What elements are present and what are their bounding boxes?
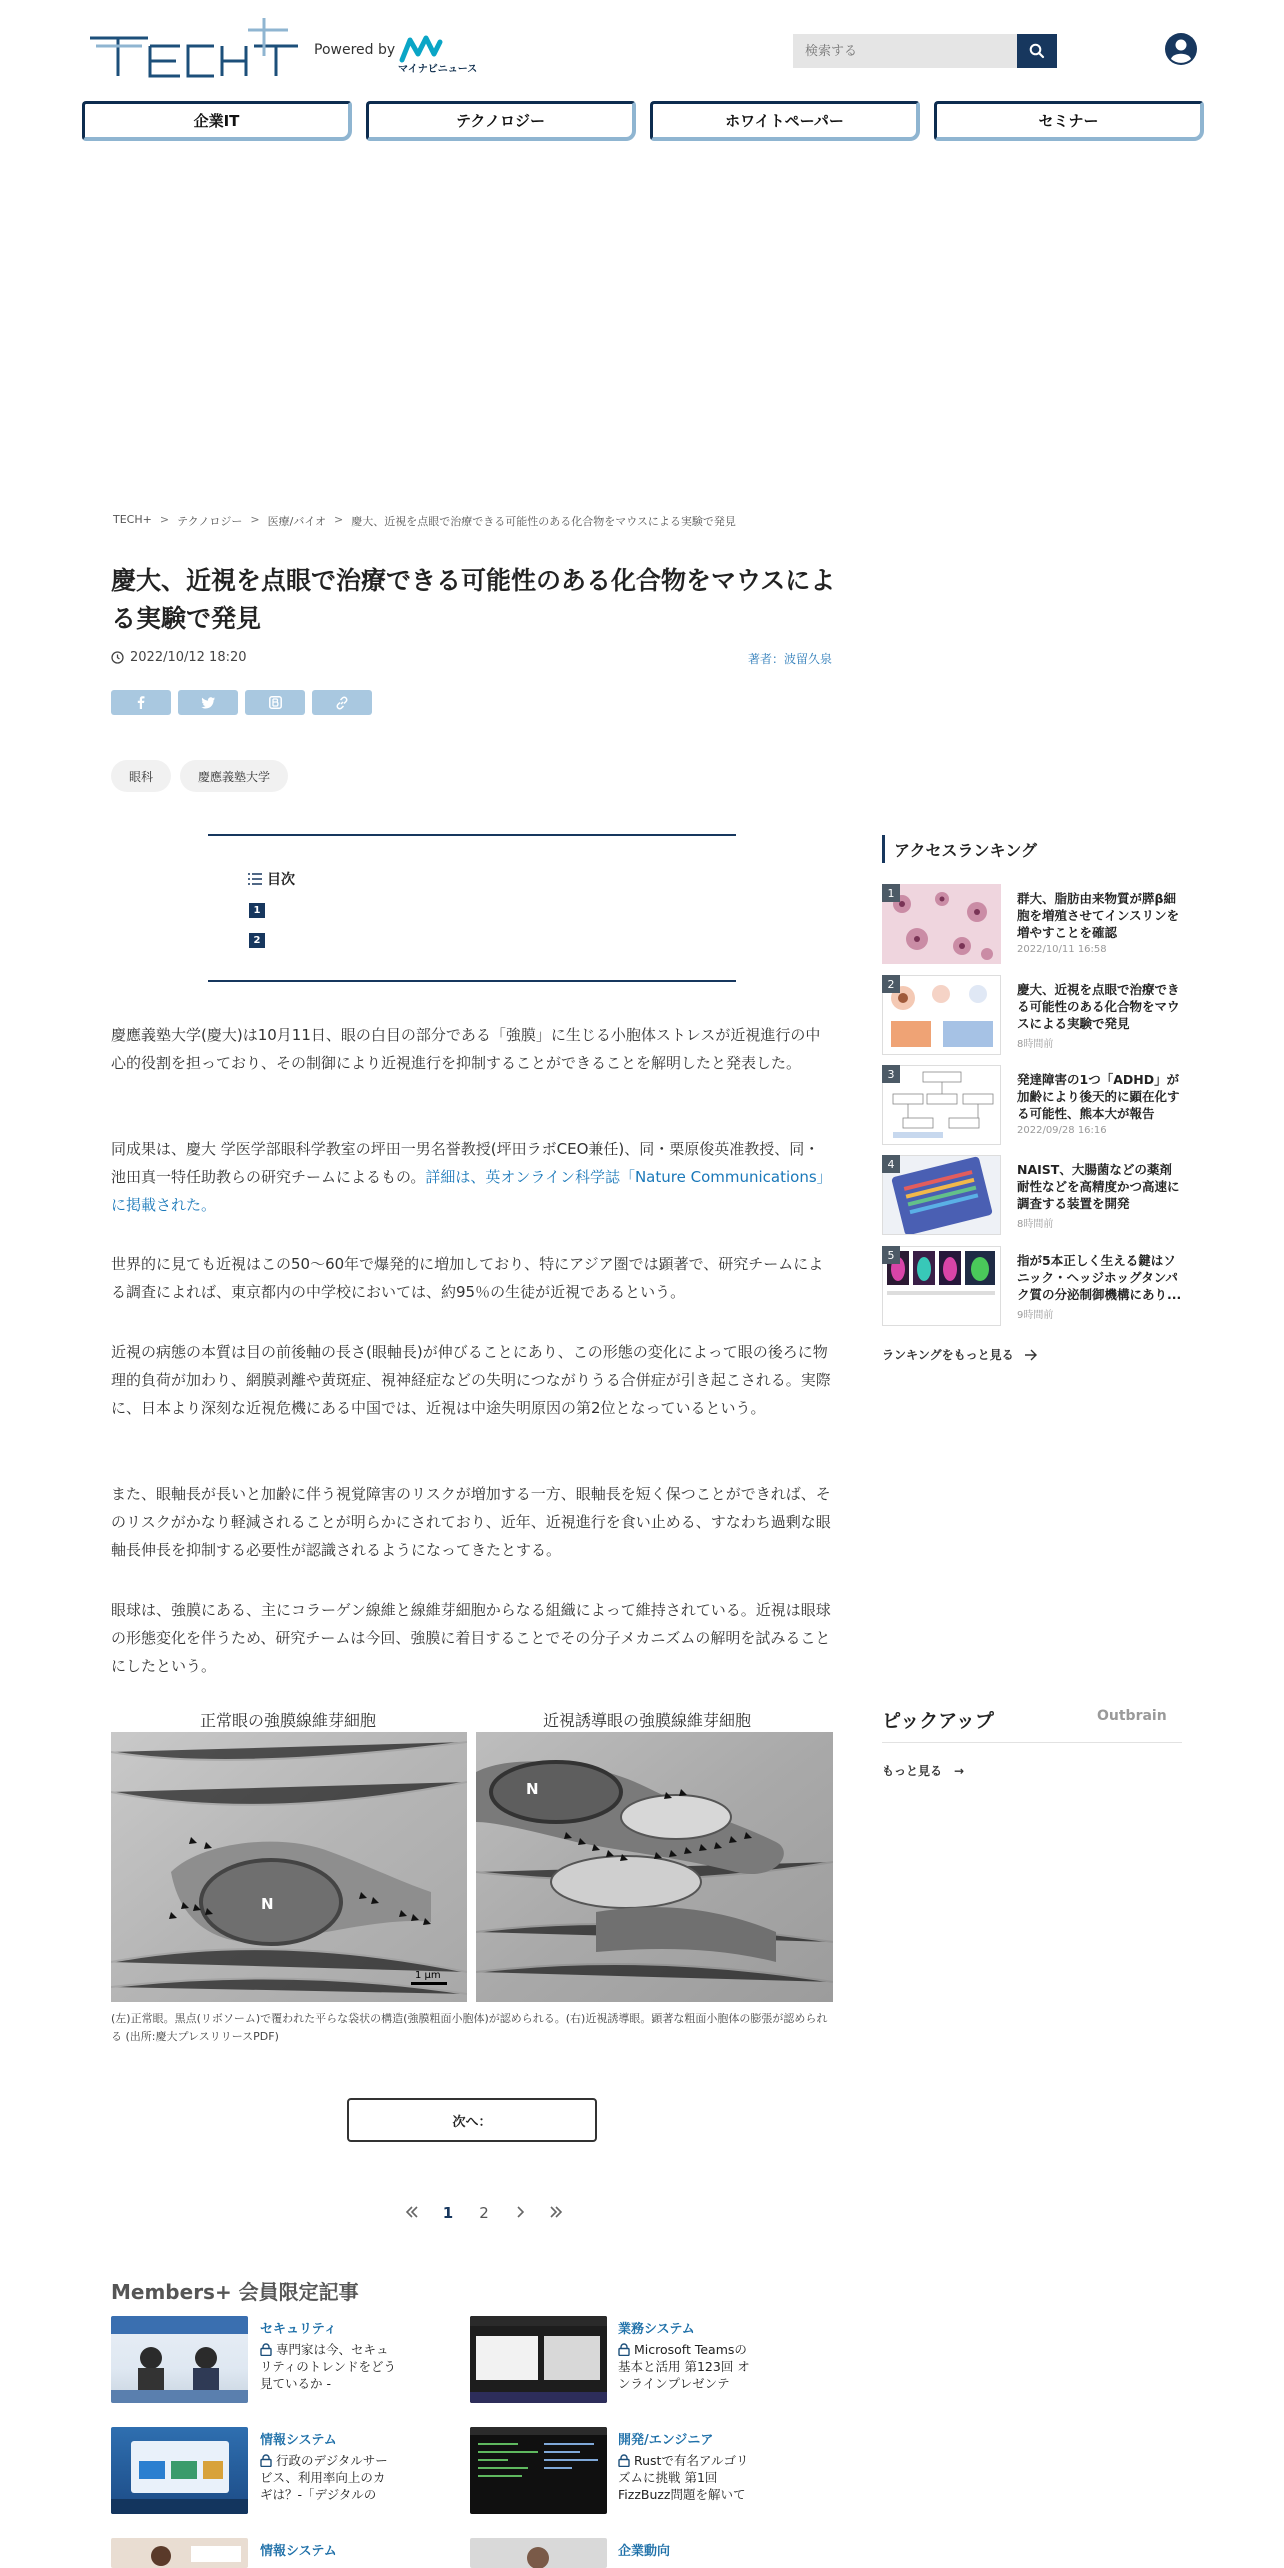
search-icon [1029,43,1045,59]
member-article-thumbnail[interactable] [111,2538,248,2568]
member-article-thumbnail[interactable] [111,2316,248,2403]
thumbnail-image [883,1247,1001,1326]
pickup-divider [882,1742,1182,1743]
last-page-button[interactable] [538,2204,574,2222]
member-article-title[interactable] [260,2452,396,2503]
members-section-title: Members+ 会員限定記事 [111,2280,359,2304]
lock-icon [260,2454,272,2467]
ranking-more-text: ランキングをもっと見る [882,1348,1014,1362]
ranking-article-title[interactable]: 群大、脂肪由来物質が膵β細胞を増殖させてインスリンを増やすことを確認 [1017,891,1180,940]
ranking-number: 5 [882,1246,900,1264]
figure-label-normal: 正常眼の強膜線維芽細胞 [200,1711,377,1730]
lock-icon [618,2454,630,2467]
member-article-category[interactable]: 情報システム [260,2433,337,2448]
ranking-number: 2 [882,975,900,993]
twitter-icon [201,697,215,709]
tech-plus-logo[interactable] [88,16,300,88]
ranking-article-time: 8時間前 [1017,1039,1054,1050]
member-article-thumbnail[interactable] [470,2316,607,2403]
ranking-article-title[interactable]: 慶大、近視を点眼で治療できる可能性のある化合物をマウスによる実験で発見 [1017,982,1180,1031]
ranking-number: 4 [882,1155,900,1173]
table-of-contents [208,834,736,982]
double-chevron-left-icon [405,2206,419,2218]
member-article-thumbnail[interactable] [470,2427,607,2514]
thumbnail-image [470,2316,607,2403]
ranking-article-time: 8時間前 [1017,1219,1054,1230]
toc-title [248,869,295,889]
breadcrumb-item-medical-bio[interactable]: 医療/バイオ [267,515,327,528]
page-1-current[interactable]: 1 [442,2204,454,2222]
nav-tab-whitepaper[interactable]: ホワイトペーパー [650,101,920,141]
toc-title-text: 目次 [267,872,295,888]
site-header [0,0,1284,100]
scale-bar-label: 1 μm [415,1970,441,1981]
link-icon [335,696,349,710]
chevron-right-icon [516,2206,524,2218]
mynavi-news-label: マイナビニュース [398,64,478,75]
lock-icon [618,2343,630,2356]
user-account-icon[interactable] [1164,32,1198,66]
list-icon [248,873,262,885]
article-paragraph: 慶應義塾大学(慶大)は10月11日、眼の白目の部分である「強膜」に生じる小胞体ストレスが近視進行の中心的役割を担っており、その制御により近視進行を抑制することができることを解明したと発表した。 [111,1026,821,1072]
article-paragraph: また、眼軸長が長いと加齢に伴う視覚障害のリスクが増加する一方、眼軸長を短く保つことができれば、そのリスクがかなり軽減されることが明らかにされており、近年、近視進行を食い止める、すなわち過剰な眼軸長伸長を抑制する必要性が認識されるようになってきたとする。 [111,1485,831,1559]
nav-tab-enterprise-it[interactable]: 企業IT [82,101,352,141]
member-article-title[interactable] [260,2341,396,2392]
share-twitter-button[interactable] [178,690,238,715]
article-paragraph-text: 同成果は、慶大 学医学部眼科学教室の坪田一男名誉教授(坪田ラボCEO兼任)、同・栗原俊英准教授、同・池田真一特任助教らの研究チームによるもの。 [111,1140,820,1186]
thumbnail-image [883,1066,1001,1145]
breadcrumb-item-current: 慶大、近視を点眼で治療できる可能性のある化合物をマウスによる実験で発見 [351,515,736,528]
copy-link-button[interactable] [312,690,372,715]
member-article-title[interactable] [618,2452,754,2503]
search-input[interactable] [793,34,1017,68]
ranking-article-title[interactable]: NAIST、大腸菌などの薬剤耐性などを高精度かつ高速に調査する装置を開発 [1017,1162,1180,1211]
ranking-article-title[interactable]: 発達障害の1つ「ADHD」が加齢により後天的に顕在化する可能性、熊本大が報告 [1017,1072,1180,1121]
ranking-more-link[interactable] [882,1346,1038,1363]
nucleus-label: N [261,1895,274,1913]
search-button[interactable] [1017,34,1057,68]
pickup-section-title: ピックアップ [882,1710,994,1732]
ranking-article-time: 2022/10/11 16:58 [1017,944,1107,955]
figure-caption: (左)正常眼。黒点(リボソーム)で覆われた平らな袋状の構造(強膜粗面小胞体)が認められる。(右)近視誘導眼。顕著な粗面小胞体の膨張が認められる (出所:慶大プレスリリースPDF) [111,2012,828,2043]
arrow-right-icon [1024,1349,1038,1361]
next-page-arrow[interactable] [502,2204,538,2222]
breadcrumb-separator: > [159,513,170,526]
member-article-title[interactable] [618,2341,754,2392]
ranking-article-title[interactable]: 指が5本正しく生える鍵はソニック・ヘッジホッグタンパク質の分泌制御機構にあり... [1017,1253,1182,1302]
outbrain-logo[interactable]: Outbrain [1097,1708,1167,1724]
member-article-category[interactable]: 企業動向 [618,2544,671,2559]
breadcrumb-separator: > [250,513,260,526]
member-article-category[interactable]: セキュリティ [260,2322,337,2337]
toc-item-1[interactable]: 1 [249,903,265,918]
thumbnail-image [111,2427,248,2514]
powered-by-label: Powered by [314,42,396,58]
breadcrumb-separator: > [334,513,344,526]
micrograph-myopia-eye [476,1732,833,2002]
facebook-icon [137,696,145,709]
thumbnail-image [111,2316,248,2403]
member-article-category[interactable]: 情報システム [260,2544,337,2559]
share-hatena-button[interactable] [245,690,305,715]
article-paragraph: 眼球は、強膜にある、主にコラーゲン線維と線維芽細胞からなる組織によって維持されている。近視は眼球の形態変化を伴うため、研究チームは今回、強膜に着目することでその分子メカニズムの解明を試みることにしたという。 [111,1601,831,1675]
article-paragraph [111,1135,833,1219]
clock-icon [111,651,124,664]
member-article-thumbnail[interactable] [470,2538,607,2568]
toc-item-2[interactable]: 2 [249,933,265,948]
member-article-category[interactable]: 業務システム [618,2322,695,2337]
member-article-title-text: Microsoft Teamsの基本と活用 第123回 オンラインプレゼンテ [618,2342,750,2391]
thumbnail-image [470,2427,607,2514]
thumbnail-image [111,2538,248,2568]
thumbnail-image [470,2538,607,2568]
micrograph-normal-eye [111,1732,467,2002]
breadcrumb [113,513,736,529]
ranking-article-time: 9時間前 [1017,1310,1054,1321]
nav-tab-seminar[interactable]: セミナー [934,101,1204,141]
ranking-article-time: 2022/09/28 16:16 [1017,1125,1107,1136]
access-ranking-title: アクセスランキング [882,835,1037,863]
tag-keio-university[interactable]: 慶應義塾大学 [180,760,288,792]
next-page-button[interactable]: 次へ： [347,2098,597,2142]
share-facebook-button[interactable] [111,690,171,715]
lock-icon [260,2343,272,2356]
article-date-text: 2022/10/12 18:20 [130,650,247,665]
bookmark-icon [269,696,282,709]
article-paragraph: 世界的に見ても近視はこの50～60年で爆発的に増加しており、特にアジア圏では顕著で、研究チームによる調査によれば、東京都内の中学校においては、約95％の生徒が近視であるという。 [111,1255,824,1301]
pickup-more-link[interactable]: もっと見る → [882,1764,965,1778]
breadcrumb-item-home[interactable]: TECH+ [113,513,152,526]
ranking-number: 1 [882,884,900,902]
tag-ophthalmology[interactable]: 眼科 [111,760,171,792]
member-article-title-text: 行政のデジタルサービス、利用率向上のカギは？-「デジタルの [260,2453,388,2502]
nav-tab-technology[interactable]: テクノロジー [366,101,636,141]
article-date [111,650,247,665]
page-2-link[interactable]: 2 [479,2204,489,2222]
nucleus-label: N [526,1780,539,1798]
breadcrumb-item-technology[interactable]: テクノロジー [177,515,243,528]
nature-communications-link[interactable]: 詳細は、英オンライン科学誌「Nature Communications」に掲載された。 [111,1168,832,1214]
page-title: 慶大、近視を点眼で治療できる可能性のある化合物をマウスによる実験で発見 [111,566,836,633]
first-page-button[interactable] [394,2204,430,2222]
member-article-thumbnail[interactable] [111,2427,248,2514]
article-author[interactable]: 著者：波留久泉 [748,652,833,666]
article-paragraph: 近視の病態の本質は目の前後軸の長さ(眼軸長)が伸びることにあり、この形態の変化によって眼の後ろに物理的負荷が加わり、網膜剥離や黄斑症、視神経症などの失明につながりうる合併症が引き起こされる。実際に、日本より深刻な近視危機にある中国では、近視は中途失明原因の第2位となっているという。 [111,1343,831,1417]
member-article-title-text: Rustで有名アルゴリズムに挑戦 第1回 FizzBuzz問題を解いて [618,2453,749,2502]
thumbnail-image [883,976,1001,1055]
member-article-title-text: 専門家は今、セキュリティのトレンドをどう見ているか - [260,2342,396,2391]
pagination [394,2204,574,2222]
figure-label-myopia: 近視誘導眼の強膜線維芽細胞 [543,1711,752,1730]
ranking-number: 3 [882,1065,900,1083]
thumbnail-image [883,1156,1001,1235]
double-chevron-right-icon [549,2206,563,2218]
member-article-category[interactable]: 開発/エンジニア [618,2433,714,2448]
